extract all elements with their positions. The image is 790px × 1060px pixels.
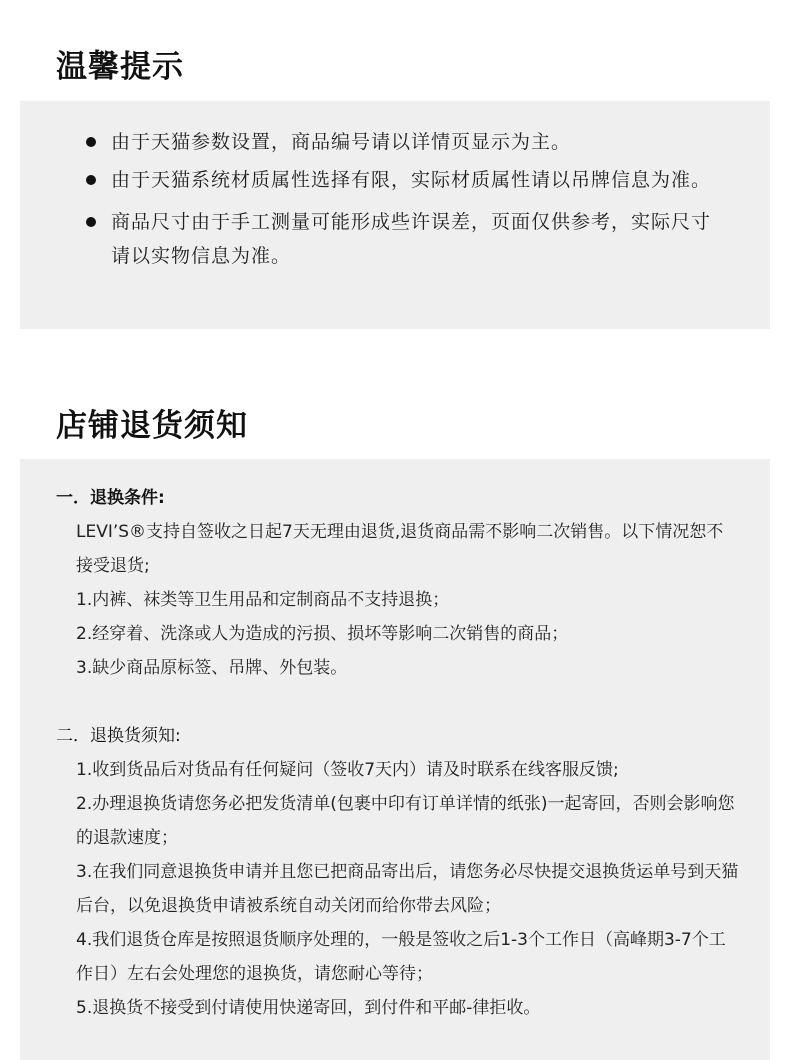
tips-panel — [20, 101, 770, 329]
bullet-dot-icon — [86, 175, 96, 185]
return-conditions-section — [56, 481, 740, 685]
return-conditions-heading: 一．退换条件: — [56, 488, 165, 508]
return-notice-line: 4.我们退货仓库是按照退货顺序处理的，一般是签收之后1-3个工作日（高峰期3-7个工作日）左右会处理您的退换货，请您耐心等待； — [76, 930, 726, 984]
tips-title: 温馨提示 — [56, 49, 184, 85]
return-notice-line: 1.收到货品后对货品有任何疑问（签收7天内）请及时联系在线客服反馈; — [76, 760, 619, 780]
return-conditions-line: LEVI’S®支持自签收之日起7天无理由退货,退货商品需不影响二次销售。以下情况恕不接受退货; — [76, 522, 724, 576]
return-notice-line: 3.在我们同意退换货申请并且您已把商品寄出后，请您务必尽快提交退换货运单号到天猫后台，以免退换货申请被系统自动关闭而给你带去风险； — [76, 862, 739, 916]
tips-item — [86, 125, 730, 159]
return-conditions-line: 3.缺少商品原标签、吊牌、外包装。 — [76, 658, 348, 678]
return-conditions-line: 1.内裤、袜类等卫生用品和定制商品不支持退换； — [76, 590, 450, 610]
tips-item-text: 商品尺寸由于手工测量可能形成些许误差，页面仅供参考，实际尺寸请以实物信息为准。 — [111, 211, 712, 267]
returns-title: 店铺退货须知 — [56, 408, 248, 444]
return-notice-line: 2.办理退换货请您务必把发货清单(包裹中印有订单详情的纸张)一起寄回，否则会影响您的退款速度； — [76, 794, 735, 848]
bullet-dot-icon — [86, 217, 96, 227]
tips-item — [86, 163, 730, 197]
tips-item-text: 由于天猫参数设置，商品编号请以详情页显示为主。 — [111, 131, 572, 153]
return-notice-heading: 二．退换货须知: — [56, 726, 181, 746]
return-conditions-line: 2.经穿着、洗涤或人为造成的污损、损坏等影响二次销售的商品； — [76, 624, 569, 644]
returns-panel — [20, 459, 770, 1060]
tips-list — [86, 125, 730, 273]
tips-item-text: 由于天猫系统材质属性选择有限，实际材质属性请以吊牌信息为准。 — [111, 169, 712, 191]
tips-item — [86, 205, 730, 273]
bullet-dot-icon — [86, 137, 96, 147]
return-notice-section — [56, 719, 740, 1025]
return-notice-line: 5.退换货不接受到付请使用快递寄回，到付件和平邮-律拒收。 — [76, 998, 541, 1018]
